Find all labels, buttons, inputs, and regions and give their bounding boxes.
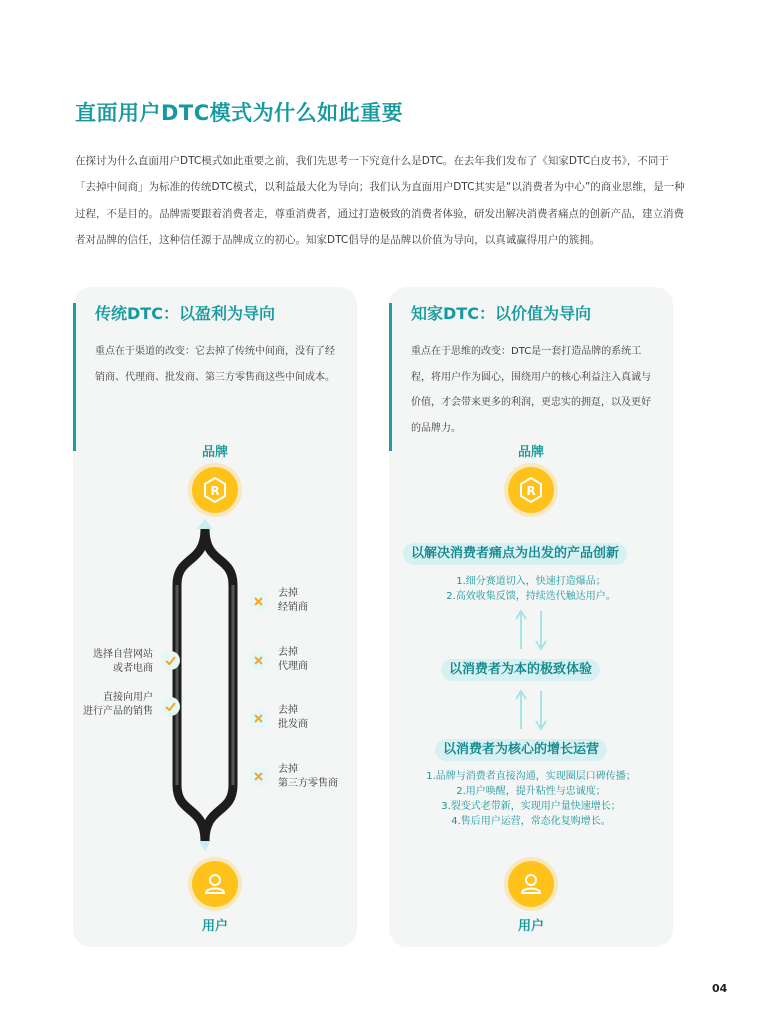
user-icon [192,861,238,907]
brand-label: 品牌 [517,445,544,460]
channel-own-site-label: 选择自营网站 或者电商 [93,649,153,674]
zhijia-dtc-card [389,287,673,947]
cross-icon [249,592,268,611]
card-title: 知家DTC：以价值为导向 [411,304,591,323]
channel-direct-sale-label: 直接向用户 进行产品的销售 [83,692,153,717]
intro-paragraph: 在探讨为什么直面用户DTC模式如此重要之前，我们先思考一下究竟什么是DTC。在去年我们发布了《知家DTC白皮书》，不同于「去掉中间商」为标准的传统DTC模式，以利益最大化为导向；我们认为直面用户DTC其实是“以消费者为中心”的商业思维，是一种过程，不是目的。品牌需要跟着消费者走，尊重消费者，通过打造极致的消费者体验，研发出解决消费者痛点的创新产品，建立消费者对品牌的信任，这种信任源于品牌成立的初心。知家DTC倡导的是品牌以价值为导向，以真诚赢得用户的簇拥。 [75,155,685,247]
channel-badge [161,697,180,716]
user-label: 用户 [517,919,544,934]
user-label: 用户 [201,919,228,934]
product-innovation-points: 1.细分赛道切入，快速打造爆品； 2.高效收集反馈，持续迭代触达用户。 [446,576,616,602]
card-description: 重点在于渠道的改变：它去掉了传统中间商，没有了经销商、代理商、批发商、第三方零售商这些中间成本。 [95,346,335,383]
brand-label: 品牌 [201,445,228,460]
growth-operations-points: 1.品牌与消费者直接沟通，实现圈层口碑传播； 2.用户唤醒，提升粘性与忠诚度； 3.裂变式老带新，实现用户量快速增长； 4.售后用户运营，常态化复购增长。 [426,771,636,827]
removed-badge [249,767,268,786]
svg-text:R: R [526,484,536,498]
registered-r-hexagon-icon [192,467,238,513]
channel-badge [161,651,180,670]
removed-badge [249,592,268,611]
removed-dealer-label: 去掉 经销商 [278,588,308,613]
channel-flow-arch [143,515,283,855]
page-title: 直面用户DTC模式为什么如此重要 [75,101,404,125]
card-description: 重点在于思维的改变：DTC是一套打造品牌的系统工程，将用户作为圆心，围绕用户的核心利益注入真诚与价值，才会带来更多的利润，更忠实的拥趸，以及更好的品牌力。 [411,346,651,434]
removed-wholesaler-label: 去掉 批发商 [278,705,308,730]
product-innovation-pill: 以解决消费者痛点为出发的产品创新 [403,543,627,565]
cross-icon [249,767,268,786]
traditional-dtc-card [73,287,357,947]
up-down-arrows-icon [511,607,551,653]
card-accent-bar [389,303,392,451]
user-node [508,861,554,907]
check-icon [161,697,180,716]
removed-badge [249,651,268,670]
up-down-arrows-icon [511,687,551,733]
card-title: 传统DTC：以盈利为导向 [95,304,275,323]
ultimate-experience-pill: 以消费者为本的极致体验 [441,659,600,681]
removed-retailer-label: 去掉 第三方零售商 [278,764,338,789]
growth-operations-pill: 以消费者为核心的增长运营 [435,739,607,761]
card-accent-bar [73,303,76,451]
removed-agent-label: 去掉 代理商 [278,647,308,672]
svg-text:R: R [210,484,220,498]
user-icon [508,861,554,907]
registered-r-hexagon-icon [508,467,554,513]
cross-icon [249,709,268,728]
cross-icon [249,651,268,670]
brand-node [192,467,238,513]
page-number: 04 [712,982,728,995]
brand-node [508,467,554,513]
removed-badge [249,709,268,728]
user-node [192,861,238,907]
check-icon [161,651,180,670]
